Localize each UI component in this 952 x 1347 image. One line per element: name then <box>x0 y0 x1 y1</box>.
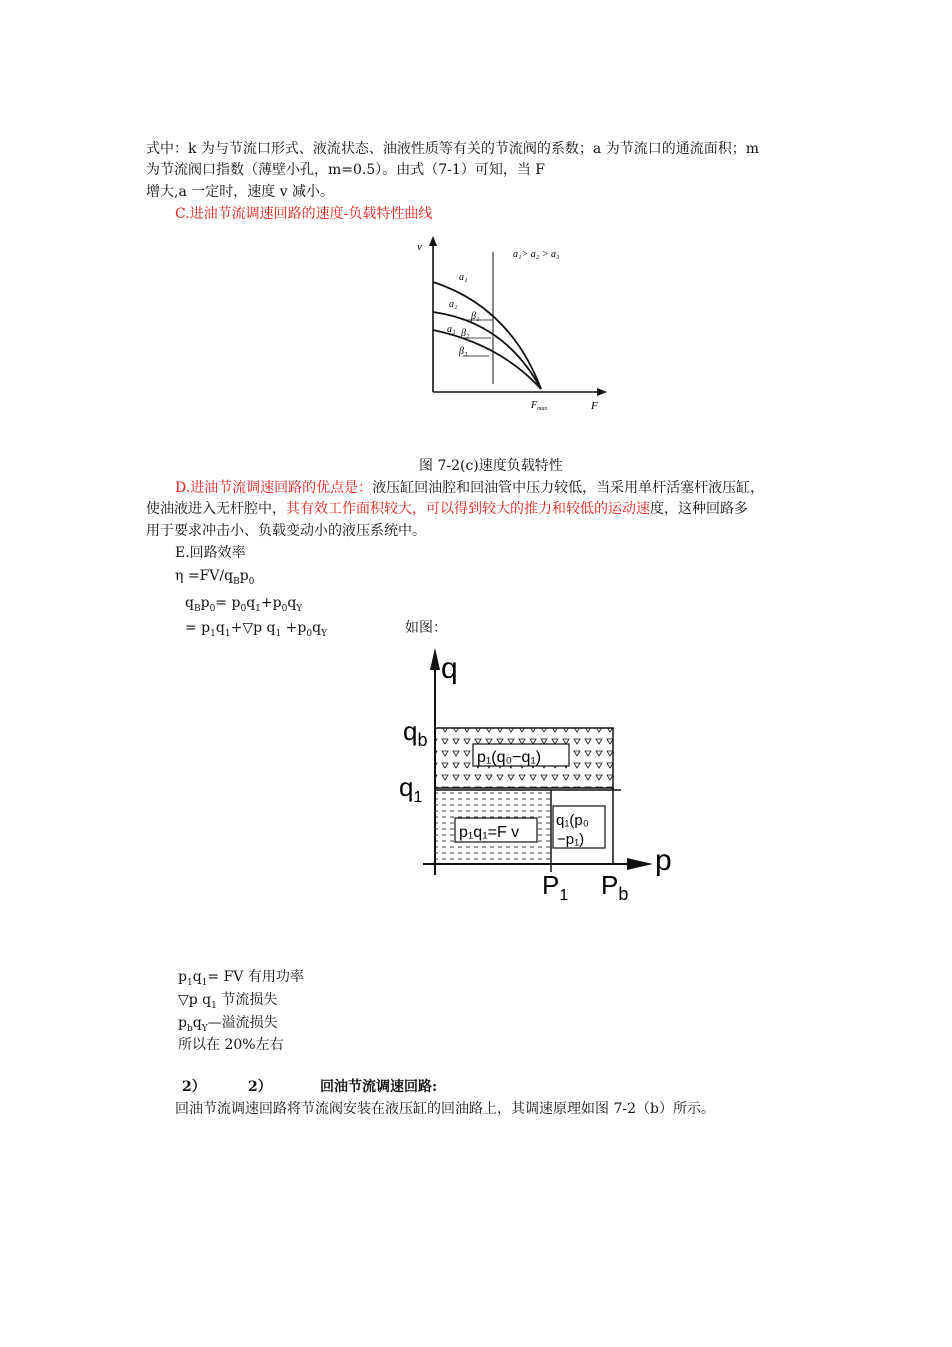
section-d-text-red: 其有效工作面积较大，可以得到较大的推力和较低的运动速 <box>286 501 650 517</box>
curve-a3 <box>433 330 541 389</box>
section-d-text-1: 液压缸回油腔和回油管中压力较低，当采用单杆活塞杆液压缸， <box>372 480 765 496</box>
section-2-text: 回油节流调速回路将节流阀安装在液压缸的回油路上，其调速原理如图 7-2（b）所示。 <box>175 1101 715 1117</box>
chart-ylabel: v <box>417 241 422 253</box>
figure-caption: 图 7-2(c)速度负载特性 <box>419 458 563 474</box>
chart-x-arrow <box>597 388 607 396</box>
section-d-text-2a: 使油液进入无杆腔中， <box>146 501 286 517</box>
diagram-pb-label: $P_b$ <box>601 870 629 904</box>
label-beta2: β₂ <box>461 328 470 339</box>
efficiency-diagram <box>385 640 685 910</box>
section-2-num-1: 2） <box>182 1079 206 1095</box>
diagram-p-label: p <box>655 844 672 877</box>
label-a3: a₃ <box>447 324 456 335</box>
label-beta1: β₁ <box>471 311 480 322</box>
section-c-heading: C.进油节流调速回路的速度-负载特性曲线 <box>175 206 433 222</box>
section-2-title: 回油节流调速回路: <box>320 1079 438 1095</box>
label-a1: a₁ <box>459 272 468 283</box>
chart-xlabel: F <box>591 400 598 412</box>
chart-y-arrow <box>429 236 437 246</box>
section-2-num-2: 2） <box>248 1079 272 1095</box>
section-d-line-1 <box>175 478 764 498</box>
legend-efficiency-note: 所以在 20%左右 <box>178 1037 284 1053</box>
region-right-label-2: −p₁) <box>557 831 585 848</box>
diagram-q1-label: $q_1$ <box>399 772 423 806</box>
intro-line-1: 式中：k 为与节流口形式、液流状态、油液性质等有关的节流阀的系数；a 为节流口的通流面积；m <box>146 141 760 157</box>
diagram-p1-label: $P_1$ <box>542 870 569 904</box>
label-a2: a₂ <box>449 299 458 310</box>
region-main-label: p₁q₁=F v <box>459 824 520 841</box>
diagram-q-label: q <box>441 652 458 685</box>
speed-load-chart <box>405 232 625 422</box>
efficiency-eq-2: $q_Bp_0= p_0q_1+p_0q_Y$ <box>185 595 303 614</box>
section-d-line-3: 用于要求冲击小、负载变动小的液压系统中。 <box>146 523 426 539</box>
section-e-heading: E.回路效率 <box>175 545 246 561</box>
see-figure: 如图： <box>405 620 447 636</box>
chart-fmax-label: $F_{max}$ <box>531 400 548 412</box>
legend-useful-power: $p_1q_1=$ FV 有用功率 <box>178 969 304 988</box>
chart-relation: a₁> a₂ > a₃ <box>513 249 560 260</box>
diagram-q-arrow <box>430 648 440 670</box>
efficiency-eq-3: = $p_1q_1+▽p$ $q_1 +p_0q_Y$ <box>185 620 328 639</box>
section-d-line-2 <box>146 499 748 519</box>
legend-throttle-loss: ▽p $q_1$ 节流损失 <box>178 992 278 1011</box>
region-right-label-1: q₁(p₀ <box>556 812 589 829</box>
label-beta3: β₃ <box>459 346 468 357</box>
diagram-qb-label: $q_b$ <box>403 716 428 750</box>
section-d-text-2b: 度，这种回路多 <box>650 501 748 517</box>
region-top-label: p₁(q₀−q₁) <box>477 749 542 766</box>
intro-line-3: 增大,a 一定时，速度 v 减小。 <box>146 184 335 200</box>
diagram-p-arrow <box>627 858 653 870</box>
section-d-label: D.进油节流调速回路的优点是： <box>175 480 373 496</box>
efficiency-eq-1: $\eta =FV/q_Bp_0$ <box>175 568 255 587</box>
legend-overflow-loss: $p_bq_Y—$溢流损失 <box>178 1015 278 1034</box>
intro-line-2: 为节流阀口指数（薄壁小孔，m=0.5）。由式（7-1）可知，当 F <box>146 162 545 178</box>
